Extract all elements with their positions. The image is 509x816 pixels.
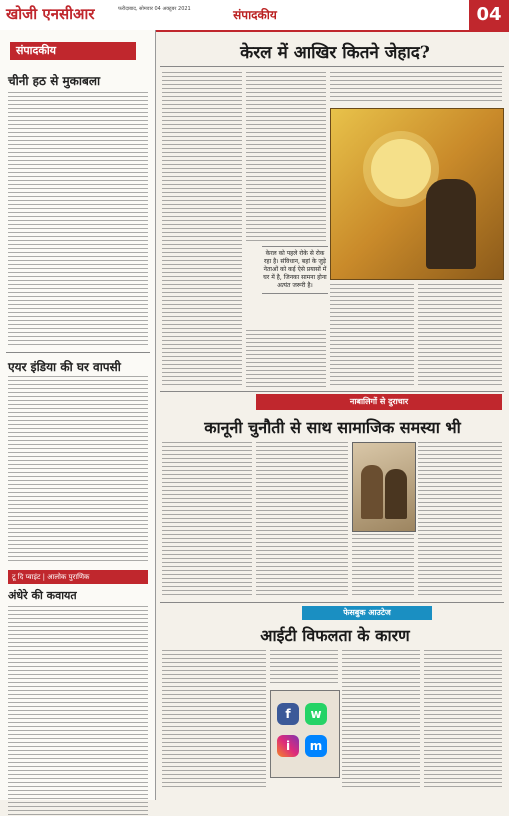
article-it-col2 bbox=[270, 650, 338, 686]
headline-china: चीनी हठ से मुकाबला bbox=[8, 74, 101, 88]
children-photo bbox=[352, 442, 416, 532]
facebook-icon: f bbox=[277, 703, 299, 725]
article-legal-col4 bbox=[418, 442, 502, 598]
section-banner-minors: नाबालिगों से दुराचार bbox=[256, 394, 502, 410]
divider bbox=[6, 352, 150, 353]
divider bbox=[160, 391, 504, 392]
headline-it-failure: आईटी विफलता के कारण bbox=[260, 626, 410, 645]
main-article-col3 bbox=[330, 72, 502, 104]
child-figure bbox=[385, 469, 407, 519]
main-article-col1 bbox=[162, 72, 242, 388]
column-tag: टू दि प्वाइंट | आलोक पुराणिक bbox=[8, 570, 148, 584]
masthead bbox=[0, 0, 509, 32]
article-legal-col1 bbox=[162, 442, 252, 598]
headline-air-india: एयर इंडिया की घर वापसी bbox=[8, 360, 121, 374]
article-it-col1 bbox=[162, 650, 266, 790]
article-it-col3 bbox=[342, 650, 420, 790]
child-figure bbox=[361, 465, 383, 519]
messenger-icon: m bbox=[305, 735, 327, 757]
editorial-tag: संपादकीय bbox=[10, 42, 136, 60]
main-article-col4 bbox=[330, 284, 414, 388]
social-apps-photo bbox=[270, 690, 340, 778]
pull-quote: केरल को पहले रोके से रोक रहा है। संविधान, बहां के जुड़े नेताओं को कई ऐसे प्रयासों में घर में है, जिनका सामना होना अत्यंत जरूरी है। bbox=[262, 246, 328, 294]
instagram-icon: i bbox=[277, 735, 299, 757]
article-body-darkness bbox=[8, 606, 148, 816]
page-number: 04 bbox=[469, 0, 509, 30]
divider bbox=[160, 602, 504, 603]
article-legal-col3 bbox=[352, 534, 414, 598]
section-title: संपादकीय bbox=[233, 8, 277, 22]
sun-shape bbox=[371, 139, 431, 199]
brand-logo: खोजी एनसीआर bbox=[6, 5, 95, 23]
figure-silhouette bbox=[426, 179, 476, 269]
illustration-image bbox=[330, 108, 504, 280]
section-banner-facebook: फेसबुक आउटेज bbox=[302, 606, 432, 620]
main-article-col2 bbox=[246, 72, 326, 242]
left-column bbox=[0, 30, 156, 800]
headline-legal-challenge: कानूनी चुनौती से साथ सामाजिक समस्या भी bbox=[204, 418, 461, 437]
main-headline: केरल में आखिर कितने जेहाद? bbox=[240, 43, 430, 63]
article-body-china bbox=[8, 92, 148, 348]
issue-meta: फरीदाबाद, सोमवार 04 अक्टूबर 2021 bbox=[118, 6, 191, 12]
article-body-air-india bbox=[8, 376, 148, 562]
main-article-col2b bbox=[246, 330, 326, 388]
article-it-col4 bbox=[424, 650, 502, 790]
headline-darkness: अंधेरे की कवायत bbox=[8, 589, 77, 602]
whatsapp-icon: w bbox=[305, 703, 327, 725]
article-legal-col2 bbox=[256, 442, 348, 598]
divider bbox=[160, 66, 504, 67]
main-article-col5 bbox=[418, 284, 502, 388]
